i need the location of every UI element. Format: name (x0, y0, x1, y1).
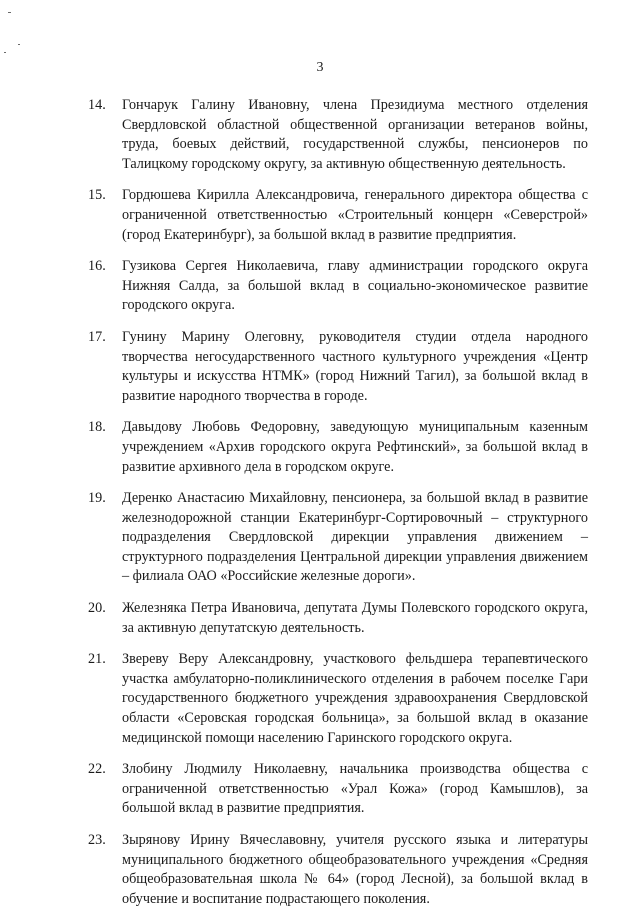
list-item (88, 96, 588, 174)
item-text: Гунину Марину Олеговну, руководителя студии отдела народного творчества негосударственного частного культурного учреждения «Центр культуры и искусства НТМК» (город Нижний Тагил), за большой вклад в развитие народного творчества в городе. (122, 328, 588, 404)
item-number: 18. (88, 419, 106, 436)
item-text: Злобину Людмилу Николаевну, начальника производства общества с ограниченной ответственностью «Урал Кожа» (город Камышлов), за большой вклад в развитие предприятия. (122, 761, 588, 817)
item-text: Гузикова Сергея Николаевича, главу администрации городского округа Нижняя Салда, за большой вклад в социально-экономическое развитие городского округа. (122, 258, 588, 314)
item-number: 20. (88, 600, 106, 617)
item-number: 19. (88, 490, 106, 507)
item-text: Давыдову Любовь Федоровну, заведующую муниципальным казенным учреждением «Архив городского округа Рефтинский», за большой вклад в развитие архивного дела в городском округе. (122, 419, 588, 475)
scan-mark (4, 52, 6, 53)
item-number: 15. (88, 187, 106, 204)
item-number: 16. (88, 258, 106, 275)
item-number: 17. (88, 328, 106, 345)
item-text: Гордюшева Кирилла Александровича, генерального директора общества с ограниченной ответственностью «Строительный концерн «Северстрой» (город Екатеринбург), за большой вклад в развитие предприятия. (122, 187, 588, 243)
item-number: 14. (88, 97, 106, 113)
list-item (88, 599, 588, 638)
list-item (88, 418, 588, 477)
item-text: Железняка Петра Ивановича, депутата Думы Полевского городского округа, за активную депутатскую деятельность. (122, 600, 588, 636)
list-item (88, 328, 588, 406)
list-item (88, 489, 588, 587)
item-number: 22. (88, 761, 106, 778)
item-text: Гончарук Галину Ивановну, члена Президиума местного отделения Свердловской областной общественной организации ветеранов войны, труда, боевых действий, государственной службы, пенсионеров по Талицкому городскому округу, за активную общественную деятельность. (122, 97, 588, 172)
list-item (88, 186, 588, 245)
page-number: 3 (316, 60, 324, 75)
item-text: Зырянову Ирину Вячеславовну, учителя русского языка и литературы муниципального бюджетного общеобразовательного учреждения «Средняя общеобразовательная школа № 64» (город Лесной), за большой вклад в обучение и воспитание подрастающего поколения. (122, 832, 588, 907)
list-item (88, 257, 588, 316)
list-item (88, 650, 588, 748)
item-text: Деренко Анастасию Михайловну, пенсионера, за большой вклад в развитие железнодорожной станции Екатеринбург-Сортировочный – структурного подразделения Свердловской дирекции управления движением – структурного подразделения Центральной дирекции управления движением – филиала ОАО «Российские железные дороги». (122, 490, 588, 585)
scan-mark (8, 12, 11, 13)
award-list (88, 96, 588, 921)
item-number: 23. (88, 832, 106, 848)
item-text: Звереву Веру Александровну, участкового фельдшера терапевтического участка амбулаторно-поликлинического отделения в рабочем поселке Гари государственного бюджетного учреждения здравоохранения Свердловской области «Серовская городская больница», за большой вклад в оказание медицинской помощи населению Гаринского городского округа. (122, 651, 588, 746)
scan-mark (18, 44, 20, 45)
list-item (88, 831, 588, 909)
list-item (88, 760, 588, 819)
item-number: 21. (88, 651, 106, 668)
